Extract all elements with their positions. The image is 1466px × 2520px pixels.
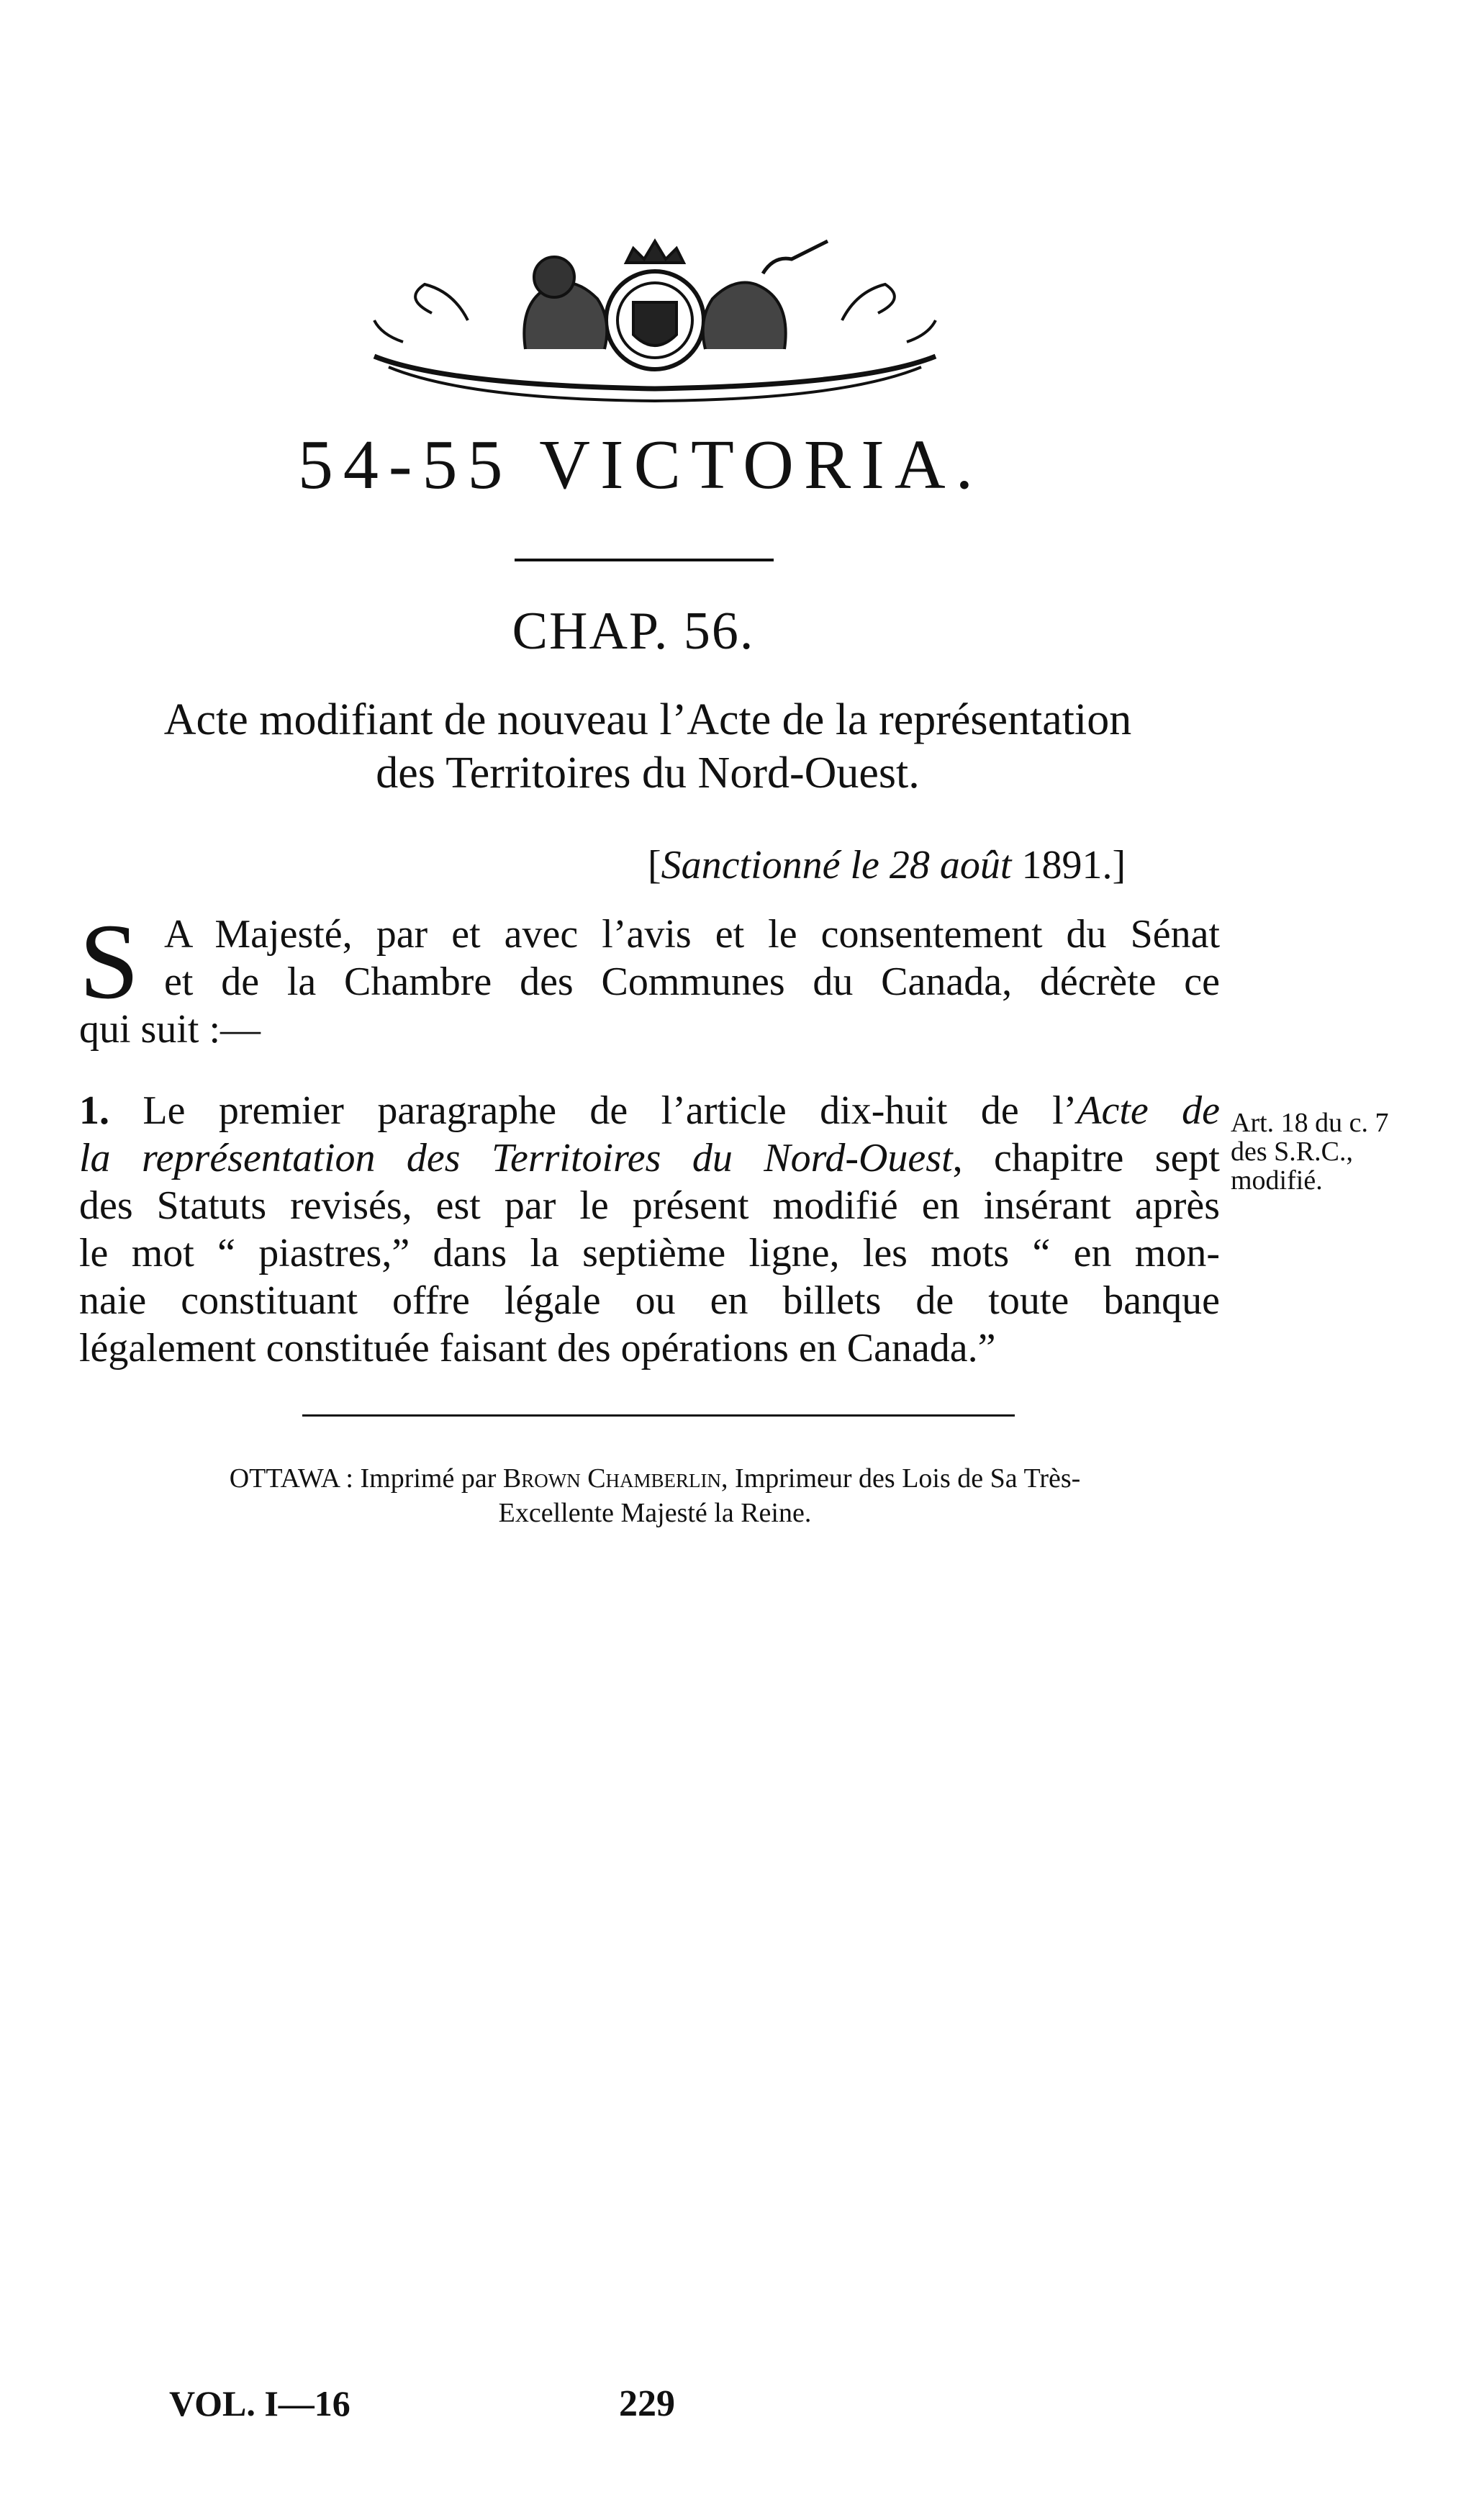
closing-rule [302,1414,1015,1417]
assent-date: [Sanctionné le 28 août 1891.] [648,843,1126,888]
assent-label: Sanctionné le [661,843,879,888]
section-line: le mot “ piastres,” dans la septième ligne, les mots “ en mon- [79,1231,1220,1275]
section-line: des Statuts revisés, est par le présent modifié en insérant après [79,1183,1220,1228]
regnal-year-heading: 54-55 VICTORIA. [297,426,984,504]
section-line: la représentation des Territoires du Nord-Ouest, chapitre sept [79,1136,1220,1180]
act-title-line: des Territoires du Nord-Ouest. [376,749,920,798]
royal-coat-of-arms-icon [360,234,950,407]
enacting-line: qui suit :— [79,1007,261,1052]
enacting-clause [79,902,1220,1053]
act-title [79,693,1216,800]
section-line: naie constituant offre légale ou en billets de toute banque [79,1278,1220,1323]
assent-day: 28 août [889,843,1012,888]
section-line: légalement constituée faisant des opérations en Canada.” [79,1326,996,1370]
enacting-line: A Majesté, par et avec l’avis et le consentement du Sénat [164,912,1220,957]
act-title-line: Acte modifiant de nouveau l’Acte de la représentation [163,695,1132,744]
marginal-note: Art. 18 du c. 7 des S.R.C., modifié. [1231,1108,1389,1196]
section-line: 1. Le premier paragraphe de l’article dix-huit de l’Acte de [79,1088,1221,1133]
assent-year: 1891. [1021,843,1113,888]
section-number: 1. [79,1088,109,1133]
chapter-number: CHAP. 56. [512,602,755,661]
printer-imprint: OTTAWA : Imprimé par Brown Chamberlin, Imprimeur des Lois de Sa Très- Excellente Majesté la Reine. [229,1463,1081,1528]
section-1 [79,1087,1220,1372]
heading-rule [515,559,774,561]
volume-signature: VOL. I—16 [169,2383,350,2424]
drop-cap: S [79,902,140,1021]
page-number: 229 [619,2383,675,2424]
enacting-line: et de la Chambre des Communes du Canada, décrète ce [164,959,1220,1004]
